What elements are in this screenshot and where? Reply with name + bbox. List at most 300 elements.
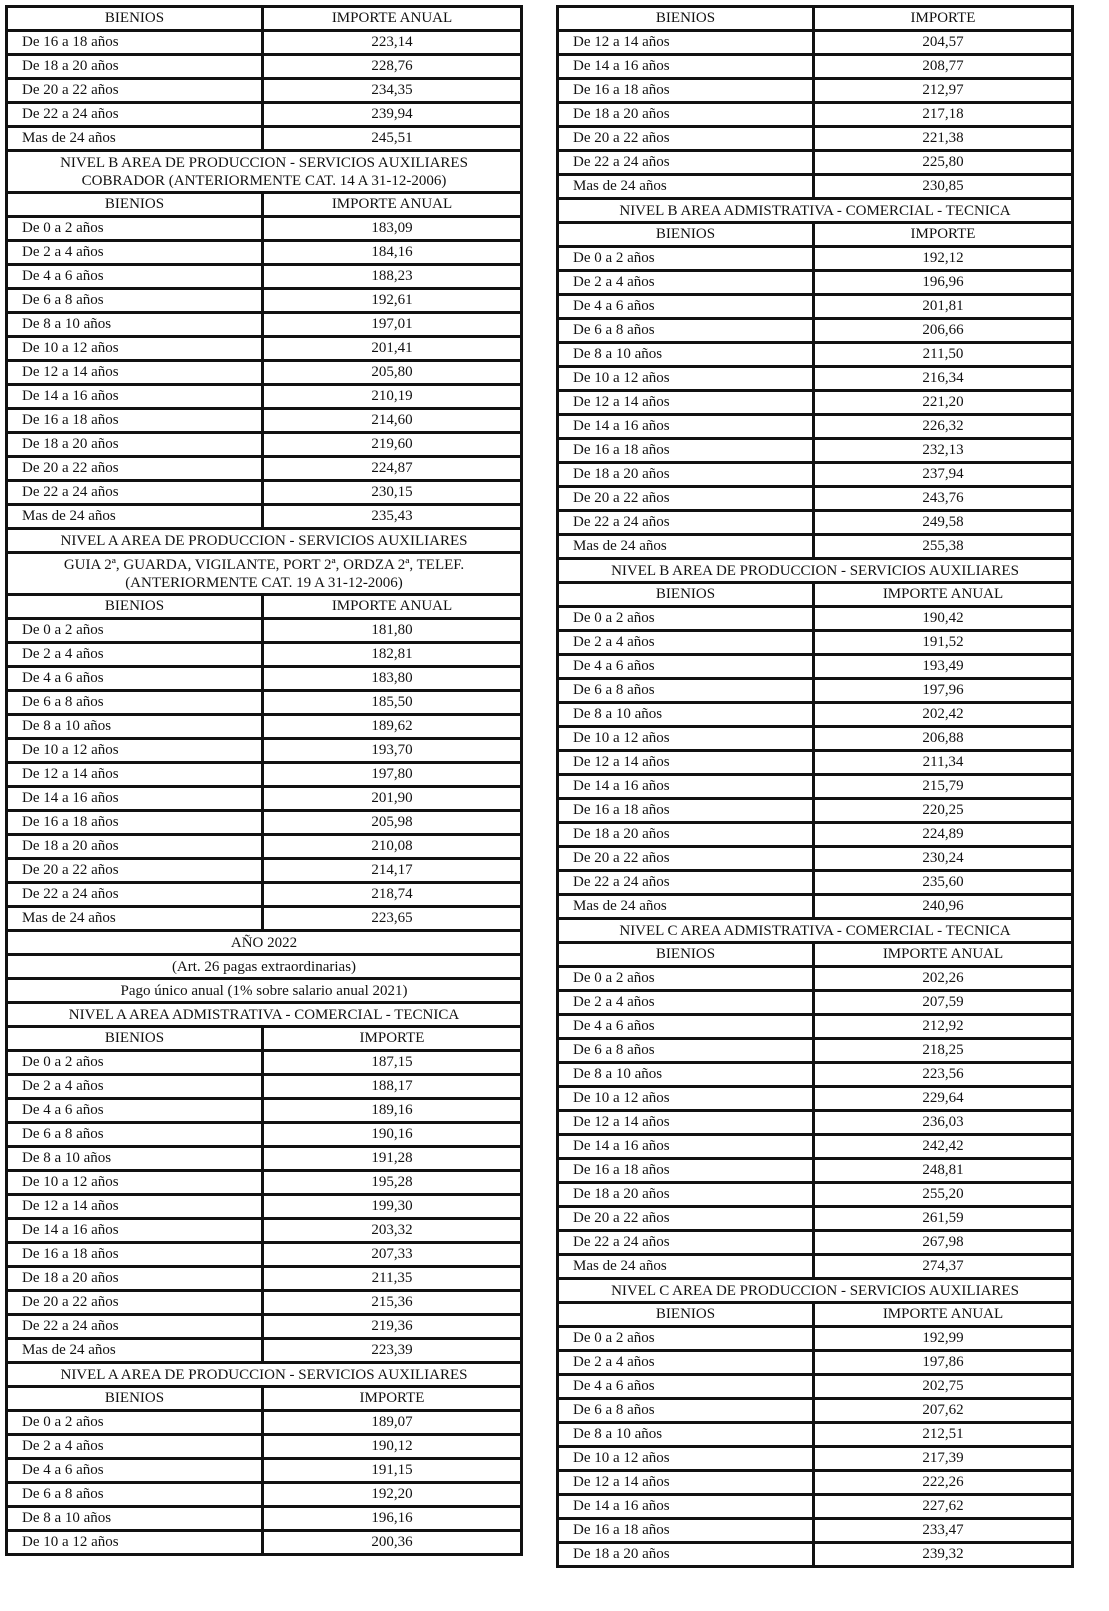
importe-value: 239,32	[922, 1546, 964, 1562]
importe-value: 192,61	[371, 292, 413, 308]
bienio-range: De 20 a 22 años	[559, 1208, 815, 1229]
column-header-importe: IMPORTE ANUAL	[331, 10, 453, 26]
table-header-row	[559, 584, 1071, 608]
table-row	[8, 620, 520, 644]
table-header-row	[8, 596, 520, 620]
section-title-line: COBRADOR (ANTERIORMENTE CAT. 14 A 31-12-2006)	[81, 173, 447, 189]
section-title-line: Pago único anual (1% sobre salario anual 2021)	[120, 983, 408, 999]
importe-value: 188,17	[371, 1078, 413, 1094]
table-row	[8, 1052, 520, 1076]
table-row	[559, 152, 1071, 176]
table-row	[559, 368, 1071, 392]
importe-value: 212,97	[922, 82, 964, 98]
importe-value: 218,74	[371, 886, 413, 902]
bienio-range: De 20 a 22 años	[559, 128, 815, 149]
bienio-range: De 14 a 16 años	[559, 416, 815, 437]
table-row	[8, 1244, 520, 1268]
table-row	[559, 488, 1071, 512]
table-header-row	[559, 224, 1071, 248]
table-row	[559, 512, 1071, 536]
table-row	[8, 1172, 520, 1196]
table-row	[8, 128, 520, 152]
table-header-row	[559, 8, 1071, 32]
importe-value: 255,20	[922, 1186, 964, 1202]
importe-value: 203,32	[371, 1222, 413, 1238]
bienio-range: De 4 a 6 años	[559, 656, 815, 677]
table-row	[8, 692, 520, 716]
table-row	[559, 176, 1071, 200]
importe-value: 223,39	[371, 1342, 413, 1358]
bienio-range: De 6 a 8 años	[8, 290, 264, 311]
table-row	[8, 788, 520, 812]
importe-value: 208,77	[922, 58, 964, 74]
table-row	[8, 1412, 520, 1436]
importe-value: 189,07	[371, 1414, 413, 1430]
bienio-range: De 0 a 2 años	[8, 1052, 264, 1073]
table-row	[8, 836, 520, 860]
table-row	[8, 1268, 520, 1292]
bienio-range: De 18 a 20 años	[8, 434, 264, 455]
importe-value: 207,59	[922, 994, 964, 1010]
bienio-range: De 22 a 24 años	[559, 152, 815, 173]
table-row	[8, 668, 520, 692]
table-row	[559, 632, 1071, 656]
bienio-range: De 4 a 6 años	[559, 1376, 815, 1397]
table-row	[559, 440, 1071, 464]
table-row	[8, 644, 520, 668]
importe-value: 210,19	[371, 388, 413, 404]
table-row	[8, 218, 520, 242]
bienio-range: De 18 a 20 años	[559, 1544, 815, 1565]
section-title-line: NIVEL A AREA ADMISTRATIVA - COMERCIAL - TECNICA	[68, 1007, 460, 1023]
table-row	[559, 872, 1071, 896]
bienio-range: De 10 a 12 años	[559, 368, 815, 389]
table-row	[559, 80, 1071, 104]
table-header-row	[8, 1388, 520, 1412]
importe-value: 201,90	[371, 790, 413, 806]
importe-value: 212,51	[922, 1426, 964, 1442]
importe-value: 202,42	[922, 706, 964, 722]
bienio-range: De 8 a 10 años	[559, 1424, 815, 1445]
bienio-range: De 2 a 4 años	[8, 644, 264, 665]
importe-value: 226,32	[922, 418, 964, 434]
table-row	[559, 416, 1071, 440]
bienio-range: De 8 a 10 años	[8, 1508, 264, 1529]
importe-value: 274,37	[922, 1258, 964, 1274]
table-header-row	[559, 944, 1071, 968]
bienio-range: De 22 a 24 años	[559, 872, 815, 893]
section-title	[8, 980, 520, 1004]
importe-value: 196,96	[922, 274, 964, 290]
importe-value: 191,52	[922, 634, 964, 650]
column-header-bienios: BIENIOS	[8, 194, 264, 215]
bienio-range: De 12 a 14 años	[8, 362, 264, 383]
table-row	[559, 1400, 1071, 1424]
table-row	[559, 968, 1071, 992]
column-header-bienios: BIENIOS	[559, 584, 815, 605]
importe-value: 243,76	[922, 490, 964, 506]
importe-value: 236,03	[922, 1114, 964, 1130]
bienio-range: De 22 a 24 años	[559, 1232, 815, 1253]
bienio-range: De 12 a 14 años	[559, 752, 815, 773]
table-row	[8, 1508, 520, 1532]
table-row	[559, 1016, 1071, 1040]
table-row	[8, 434, 520, 458]
table-row	[8, 1316, 520, 1340]
bienio-range: De 12 a 14 años	[8, 764, 264, 785]
bienio-range: De 2 a 4 años	[559, 632, 815, 653]
table-row	[559, 608, 1071, 632]
importe-value: 239,94	[371, 106, 413, 122]
table-row	[559, 104, 1071, 128]
section-title	[8, 530, 520, 554]
importe-value: 207,62	[922, 1402, 964, 1418]
table-row	[8, 1340, 520, 1364]
importe-value: 221,38	[922, 130, 964, 146]
table-row	[8, 290, 520, 314]
bienio-range: Mas de 24 años	[8, 908, 264, 929]
importe-value: 205,98	[371, 814, 413, 830]
table-row	[559, 296, 1071, 320]
bienio-range: De 20 a 22 años	[8, 80, 264, 101]
bienio-range: De 14 a 16 años	[8, 788, 264, 809]
right-column-tables	[556, 5, 1074, 1568]
importe-value: 235,60	[922, 874, 964, 890]
bienio-range: De 14 a 16 años	[8, 386, 264, 407]
importe-value: 192,12	[922, 250, 964, 266]
table-row	[559, 1520, 1071, 1544]
section-title-line: (Art. 26 pagas extraordinarias)	[171, 959, 357, 975]
table-row	[8, 242, 520, 266]
bienio-range: De 8 a 10 años	[8, 1148, 264, 1169]
bienio-range: Mas de 24 años	[559, 896, 815, 917]
bienio-range: De 6 a 8 años	[559, 1400, 815, 1421]
table-row	[559, 896, 1071, 920]
importe-value: 202,75	[922, 1378, 964, 1394]
importe-value: 245,51	[371, 130, 413, 146]
column-header-bienios: BIENIOS	[559, 944, 815, 965]
importe-value: 193,49	[922, 658, 964, 674]
table-row	[8, 1436, 520, 1460]
importe-value: 218,25	[922, 1042, 964, 1058]
section-title-line: NIVEL C AREA DE PRODUCCION - SERVICIOS AUXILIARES	[611, 1283, 1019, 1299]
bienio-range: De 18 a 20 años	[559, 824, 815, 845]
bienio-range: De 8 a 10 años	[8, 314, 264, 335]
importe-value: 187,15	[371, 1054, 413, 1070]
importe-value: 237,94	[922, 466, 964, 482]
table-row	[8, 860, 520, 884]
table-row	[8, 1100, 520, 1124]
importe-value: 214,60	[371, 412, 413, 428]
table-row	[559, 128, 1071, 152]
importe-value: 191,15	[371, 1462, 413, 1478]
section-title	[559, 920, 1071, 944]
bienio-range: De 20 a 22 años	[8, 1292, 264, 1313]
importe-value: 212,92	[922, 1018, 964, 1034]
section-title	[559, 560, 1071, 584]
column-header-bienios: BIENIOS	[559, 224, 815, 245]
table-row	[559, 1160, 1071, 1184]
table-row	[8, 1220, 520, 1244]
importe-value: 181,80	[371, 622, 413, 638]
importe-value: 197,86	[922, 1354, 964, 1370]
table-row	[559, 536, 1071, 560]
bienio-range: De 2 a 4 años	[559, 1352, 815, 1373]
bienio-range: Mas de 24 años	[559, 536, 815, 557]
importe-value: 207,33	[371, 1246, 413, 1262]
table-row	[559, 1064, 1071, 1088]
bienio-range: De 22 a 24 años	[559, 512, 815, 533]
importe-value: 199,30	[371, 1198, 413, 1214]
importe-value: 214,17	[371, 862, 413, 878]
bienio-range: De 6 a 8 años	[8, 1124, 264, 1145]
table-row	[8, 458, 520, 482]
bienio-range: De 0 a 2 años	[559, 1328, 815, 1349]
table-header-row	[8, 194, 520, 218]
bienio-range: De 2 a 4 años	[559, 272, 815, 293]
bienio-range: De 12 a 14 años	[559, 1112, 815, 1133]
importe-value: 189,62	[371, 718, 413, 734]
bienio-range: De 10 a 12 años	[559, 728, 815, 749]
table-row	[8, 56, 520, 80]
bienio-range: Mas de 24 años	[8, 128, 264, 149]
table-row	[8, 482, 520, 506]
importe-value: 249,58	[922, 514, 964, 530]
section-title-line: NIVEL C AREA ADMISTRATIVA - COMERCIAL - TECNICA	[619, 923, 1011, 939]
bienio-range: De 2 a 4 años	[8, 1076, 264, 1097]
table-row	[559, 680, 1071, 704]
importe-value: 232,13	[922, 442, 964, 458]
bienio-range: De 2 a 4 años	[8, 242, 264, 263]
importe-value: 190,16	[371, 1126, 413, 1142]
importe-value: 182,81	[371, 646, 413, 662]
section-title	[8, 152, 520, 194]
column-header-bienios: BIENIOS	[8, 1388, 264, 1409]
column-header-importe: IMPORTE ANUAL	[882, 946, 1004, 962]
importe-value: 197,01	[371, 316, 413, 332]
bienio-range: Mas de 24 años	[559, 176, 815, 197]
importe-value: 188,23	[371, 268, 413, 284]
bienio-range: De 8 a 10 años	[559, 704, 815, 725]
table-row	[559, 1112, 1071, 1136]
section-title	[8, 554, 520, 596]
importe-value: 228,76	[371, 58, 413, 74]
table-row	[559, 1136, 1071, 1160]
column-header-bienios: BIENIOS	[8, 596, 264, 617]
importe-value: 223,14	[371, 34, 413, 50]
importe-value: 190,42	[922, 610, 964, 626]
column-header-importe: IMPORTE	[359, 1390, 425, 1406]
column-header-bienios: BIENIOS	[559, 1304, 815, 1325]
importe-value: 227,62	[922, 1498, 964, 1514]
bienio-range: De 2 a 4 años	[8, 1436, 264, 1457]
table-row	[559, 464, 1071, 488]
bienio-range: De 16 a 18 años	[8, 410, 264, 431]
importe-value: 255,38	[922, 538, 964, 554]
table-row	[8, 1292, 520, 1316]
importe-value: 219,60	[371, 436, 413, 452]
bienio-range: De 20 a 22 años	[8, 458, 264, 479]
bienio-range: De 20 a 22 años	[559, 488, 815, 509]
section-title-line: NIVEL B AREA ADMISTRATIVA - COMERCIAL - TECNICA	[619, 203, 1011, 219]
bienio-range: De 0 a 2 años	[559, 248, 815, 269]
section-title	[8, 932, 520, 956]
table-row	[8, 1484, 520, 1508]
bienio-range: De 16 a 18 años	[8, 1244, 264, 1265]
column-header-bienios: BIENIOS	[8, 8, 264, 29]
importe-value: 224,87	[371, 460, 413, 476]
section-title	[8, 1004, 520, 1028]
table-row	[559, 320, 1071, 344]
bienio-range: De 14 a 16 años	[559, 1136, 815, 1157]
column-header-importe: IMPORTE ANUAL	[331, 598, 453, 614]
importe-value: 189,16	[371, 1102, 413, 1118]
table-row	[559, 1448, 1071, 1472]
table-row	[559, 1088, 1071, 1112]
bienio-range: De 16 a 18 años	[8, 32, 264, 53]
section-title	[559, 200, 1071, 224]
bienio-range: De 12 a 14 años	[8, 1196, 264, 1217]
bienio-range: De 18 a 20 años	[8, 56, 264, 77]
table-row	[8, 812, 520, 836]
table-row	[559, 1544, 1071, 1568]
table-row	[559, 1496, 1071, 1520]
importe-value: 210,08	[371, 838, 413, 854]
importe-value: 192,99	[922, 1330, 964, 1346]
importe-value: 225,80	[922, 154, 964, 170]
bienio-range: De 18 a 20 años	[559, 464, 815, 485]
bienio-range: De 16 a 18 años	[559, 80, 815, 101]
table-row	[559, 848, 1071, 872]
section-title-line: GUIA 2ª, GUARDA, VIGILANTE, PORT 2ª, ORDZA 2ª, TELEF.	[63, 557, 465, 573]
table-row	[8, 314, 520, 338]
bienio-range: Mas de 24 años	[8, 1340, 264, 1361]
importe-value: 229,64	[922, 1090, 964, 1106]
bienio-range: De 10 a 12 años	[8, 338, 264, 359]
importe-value: 196,16	[371, 1510, 413, 1526]
importe-value: 221,20	[922, 394, 964, 410]
importe-value: 206,66	[922, 322, 964, 338]
table-row	[8, 410, 520, 434]
bienio-range: De 0 a 2 años	[559, 968, 815, 989]
table-row	[559, 800, 1071, 824]
importe-value: 222,26	[922, 1474, 964, 1490]
importe-value: 219,36	[371, 1318, 413, 1334]
table-row	[559, 1256, 1071, 1280]
table-row	[8, 716, 520, 740]
left-column-tables	[5, 5, 523, 1556]
bienio-range: De 14 a 16 años	[559, 1496, 815, 1517]
bienio-range: De 18 a 20 años	[8, 1268, 264, 1289]
importe-value: 183,09	[371, 220, 413, 236]
bienio-range: De 20 a 22 años	[559, 848, 815, 869]
table-row	[559, 1184, 1071, 1208]
importe-value: 206,88	[922, 730, 964, 746]
table-row	[8, 1124, 520, 1148]
importe-value: 240,96	[922, 898, 964, 914]
table-row	[8, 32, 520, 56]
bienio-range: De 4 a 6 años	[8, 1100, 264, 1121]
table-row	[559, 752, 1071, 776]
importe-value: 230,85	[922, 178, 964, 194]
importe-value: 200,36	[371, 1534, 413, 1550]
column-header-importe: IMPORTE ANUAL	[882, 1306, 1004, 1322]
section-title-line: NIVEL B AREA DE PRODUCCION - SERVICIOS AUXILIARES	[611, 563, 1019, 579]
table-row	[559, 1472, 1071, 1496]
section-title	[8, 956, 520, 980]
table-row	[8, 1148, 520, 1172]
bienio-range: De 6 a 8 años	[559, 1040, 815, 1061]
bienio-range: De 18 a 20 años	[8, 836, 264, 857]
bienio-range: De 4 a 6 años	[8, 1460, 264, 1481]
table-row	[8, 1460, 520, 1484]
importe-value: 230,15	[371, 484, 413, 500]
importe-value: 217,39	[922, 1450, 964, 1466]
bienio-range: De 0 a 2 años	[8, 1412, 264, 1433]
bienio-range: De 14 a 16 años	[8, 1220, 264, 1241]
importe-value: 216,34	[922, 370, 964, 386]
table-row	[8, 386, 520, 410]
bienio-range: De 14 a 16 años	[559, 776, 815, 797]
bienio-range: De 22 a 24 años	[8, 1316, 264, 1337]
table-row	[559, 992, 1071, 1016]
section-title-line: NIVEL A AREA DE PRODUCCION - SERVICIOS AUXILIARES	[60, 533, 468, 549]
importe-value: 197,80	[371, 766, 413, 782]
bienio-range: De 0 a 2 años	[8, 218, 264, 239]
importe-value: 201,41	[371, 340, 413, 356]
bienio-range: De 6 a 8 años	[8, 692, 264, 713]
importe-value: 183,80	[371, 670, 413, 686]
bienio-range: De 6 a 8 años	[8, 1484, 264, 1505]
importe-value: 248,81	[922, 1162, 964, 1178]
bienio-range: De 4 a 6 años	[559, 1016, 815, 1037]
importe-value: 192,20	[371, 1486, 413, 1502]
table-row	[559, 1208, 1071, 1232]
bienio-range: De 8 a 10 años	[8, 716, 264, 737]
table-row	[559, 344, 1071, 368]
importe-value: 220,25	[922, 802, 964, 818]
table-row	[559, 824, 1071, 848]
bienio-range: De 16 a 18 años	[559, 440, 815, 461]
bienio-range: De 8 a 10 años	[559, 1064, 815, 1085]
importe-value: 230,24	[922, 850, 964, 866]
bienio-range: De 22 a 24 años	[8, 884, 264, 905]
section-title-line: NIVEL B AREA DE PRODUCCION - SERVICIOS AUXILIARES	[60, 155, 468, 171]
bienio-range: De 6 a 8 años	[559, 680, 815, 701]
table-row	[559, 248, 1071, 272]
importe-value: 205,80	[371, 364, 413, 380]
table-header-row	[8, 8, 520, 32]
bienio-range: De 18 a 20 años	[559, 1184, 815, 1205]
section-title	[8, 1364, 520, 1388]
table-row	[559, 1352, 1071, 1376]
importe-value: 202,26	[922, 970, 964, 986]
table-row	[559, 32, 1071, 56]
table-row	[8, 1076, 520, 1100]
table-row	[8, 764, 520, 788]
bienio-range: De 6 a 8 años	[559, 320, 815, 341]
table-row	[559, 656, 1071, 680]
importe-value: 204,57	[922, 34, 964, 50]
column-header-importe: IMPORTE	[910, 226, 976, 242]
importe-value: 223,65	[371, 910, 413, 926]
bienio-range: De 4 a 6 años	[8, 668, 264, 689]
table-row	[8, 104, 520, 128]
table-header-row	[8, 1028, 520, 1052]
importe-value: 185,50	[371, 694, 413, 710]
bienio-range: De 4 a 6 años	[559, 296, 815, 317]
column-header-bienios: BIENIOS	[559, 8, 815, 29]
